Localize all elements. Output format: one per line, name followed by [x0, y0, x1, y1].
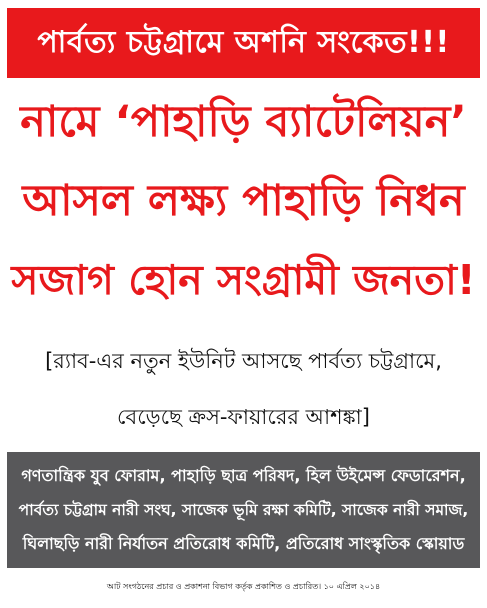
subtext-line-2: বেড়েছে ক্রস-ফায়ারের আশঙ্কা] [117, 405, 370, 429]
headline-line-3: সজাগ হোন সংগ্রামী জনতা! [11, 256, 476, 304]
organizations-line-2: পার্বত্য চট্টগ্রাম নারী সংঘ, সাজেক ভূমি রক্ষা কমিটি, সাজেক নারী সমাজ, [18, 501, 469, 519]
organizations-line-3: ঘিলাছড়ি নারী নির্যাতন প্রতিরোধ কমিটি, প্রতিরোধ সাংস্কৃতিক স্কোয়াড [22, 534, 465, 553]
organizations-box [7, 452, 480, 568]
subtext-line-1: [র‌্যাব-এর নতুন ইউনিট আসছে পার্বত্য চট্টগ্রামে, [45, 349, 442, 373]
organizations-line-1: গণতান্ত্রিক যুব ফোরাম, পাহাড়ি ছাত্র পরিষদ, হিল উইমেন্স ফেডারেশন, [21, 466, 466, 485]
headline-line-2: আসল লক্ষ্য পাহাড়ি নিধন [22, 176, 465, 226]
headline-block [7, 86, 480, 318]
top-banner [7, 8, 480, 78]
footer-credit: আট সংগঠনের প্রচার ও প্রকাশনা বিভাগ কর্তৃক প্রকাশিত ও প্রচারিত। ১০ এপ্রিল ২০১৪ [106, 581, 381, 591]
banner-title: পার্বত্য চট্টগ্রামে অশনি সংকেত!!! [37, 24, 450, 60]
headline-line-1: নামে ‘পাহাড়ি ব্যাটেলিয়ন’ [20, 97, 467, 147]
subtext-block [7, 343, 480, 435]
